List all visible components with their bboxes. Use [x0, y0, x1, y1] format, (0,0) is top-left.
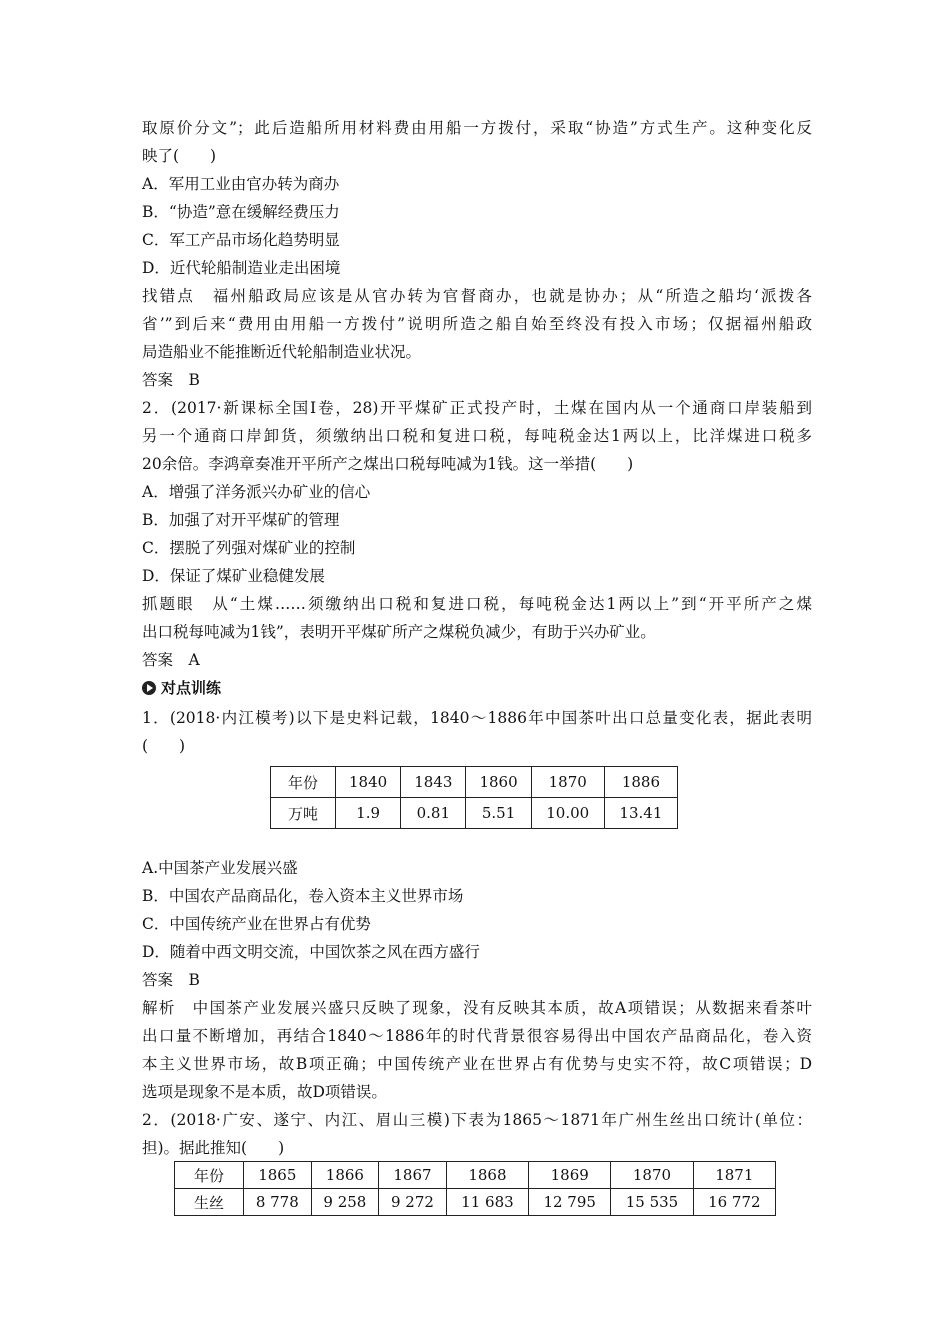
table-cell: 12 795 [529, 1189, 611, 1216]
option-c: C．摆脱了列强对煤矿业的控制 [142, 539, 356, 557]
text-line: 担)。据此推知( ) [142, 1139, 285, 1157]
answer: 答案 B [142, 971, 200, 989]
text-line: 取原价分文”；此后造船所用材料费由用船一方拨付，采取“协造”方式生产。这种变化反 [142, 119, 812, 137]
text-line: 映了( ) [142, 147, 217, 165]
text-line: 出口税每吨减为1钱”，表明开平煤矿所产之煤税负减少，有助于兴办矿业。 [142, 623, 656, 641]
text-line: 局造船业不能推断近代轮船制造业状况。 [142, 343, 422, 361]
text-line: 出口量不断增加，再结合1840～1886年的时代背景很容易得出中国农产品商品化，卷入资 [142, 1027, 812, 1045]
table-cell: 年份 [271, 767, 336, 798]
text-line: 20余倍。李鸿章奏准开平所产之煤出口税每吨减为1钱。这一举措( ) [142, 455, 634, 473]
table-cell: 1886 [604, 767, 677, 798]
silk-export-table [174, 1161, 776, 1216]
table-row [175, 1162, 776, 1189]
table-cell: 11 683 [446, 1189, 528, 1216]
table-cell: 1.9 [336, 798, 401, 829]
text-line: 抓题眼 从“土煤……须缴纳出口税和复进口税，每吨税金达1两以上”到“开平所产之煤 [142, 595, 812, 613]
table-row [175, 1189, 776, 1216]
option-d: D．保证了煤矿业稳健发展 [142, 567, 325, 585]
table-row [271, 767, 678, 798]
text-line: 找错点 福州船政局应该是从官办转为官督商办，也就是协办；从“所造之船均‘派拨各 [142, 287, 812, 305]
table-cell: 1870 [611, 1162, 693, 1189]
table-cell: 1869 [529, 1162, 611, 1189]
table-cell: 8 778 [244, 1189, 312, 1216]
analysis: 解析 中国茶产业发展兴盛只反映了现象，没有反映其本质，故A项错误；从数据来看茶叶 [142, 999, 812, 1017]
text-line: 本主义世界市场，故B项正确；中国传统产业在世界占有优势与史实不符，故C项错误；D [142, 1055, 812, 1073]
option-c: C．中国传统产业在世界占有优势 [142, 915, 371, 933]
option-b: B．中国农产品商品化，卷入资本主义世界市场 [142, 887, 464, 905]
table-cell: 1843 [401, 767, 466, 798]
table-cell: 1871 [693, 1162, 775, 1189]
table-cell: 1866 [311, 1162, 379, 1189]
table-row [271, 798, 678, 829]
table-cell: 0.81 [401, 798, 466, 829]
option-b: B．“协造”意在缓解经费压力 [142, 203, 340, 221]
question-2: 2．(2017·新课标全国Ⅰ卷，28)开平煤矿正式投产时，土煤在国内从一个通商口岸装船到 [142, 399, 812, 417]
play-icon [142, 681, 156, 695]
table-cell: 16 772 [693, 1189, 775, 1216]
option-d: D．近代轮船制造业走出困境 [142, 259, 341, 277]
table-cell: 1865 [244, 1162, 312, 1189]
table-cell: 13.41 [604, 798, 677, 829]
table-cell: 年份 [175, 1162, 244, 1189]
table-cell: 1870 [531, 767, 604, 798]
table-cell: 1867 [379, 1162, 447, 1189]
table-cell: 1868 [446, 1162, 528, 1189]
option-a: A．增强了洋务派兴办矿业的信心 [142, 483, 371, 501]
table-cell: 9 258 [311, 1189, 379, 1216]
text-line: 另一个通商口岸卸货，须缴纳出口税和复进口税，每吨税金达1两以上，比洋煤进口税多 [142, 427, 812, 445]
table-cell: 5.51 [466, 798, 531, 829]
answer: 答案 B [142, 371, 200, 389]
tea-export-table [270, 766, 678, 829]
table-cell: 生丝 [175, 1189, 244, 1216]
section-heading [142, 678, 221, 698]
option-d: D．随着中西文明交流，中国饮茶之风在西方盛行 [142, 943, 480, 961]
table-cell: 1860 [466, 767, 531, 798]
answer: 答案 A [142, 651, 200, 669]
table-cell: 15 535 [611, 1189, 693, 1216]
text-line: ( ) [142, 737, 186, 755]
option-a: A.中国茶产业发展兴盛 [142, 859, 298, 877]
question-1: 1．(2018·内江模考)以下是史料记载，1840～1886年中国茶叶出口总量变化表，据此表明 [142, 709, 812, 727]
table-cell: 9 272 [379, 1189, 447, 1216]
table-cell: 10.00 [531, 798, 604, 829]
section-title: 对点训练 [161, 679, 222, 697]
text-line: 选项是现象不是本质，故D项错误。 [142, 1083, 387, 1101]
table-cell: 万吨 [271, 798, 336, 829]
table-cell: 1840 [336, 767, 401, 798]
question-2: 2．(2018·广安、遂宁、内江、眉山三模)下表为1865～1871年广州生丝出口统计(单位： [142, 1111, 812, 1129]
option-b: B．加强了对开平煤矿的管理 [142, 511, 340, 529]
text-line: 省’”到后来“费用由用船一方拨付”说明所造之船自始至终没有投入市场；仅据福州船政 [142, 315, 812, 333]
option-c: C．军工产品市场化趋势明显 [142, 231, 340, 249]
option-a: A．军用工业由官办转为商办 [142, 175, 340, 193]
